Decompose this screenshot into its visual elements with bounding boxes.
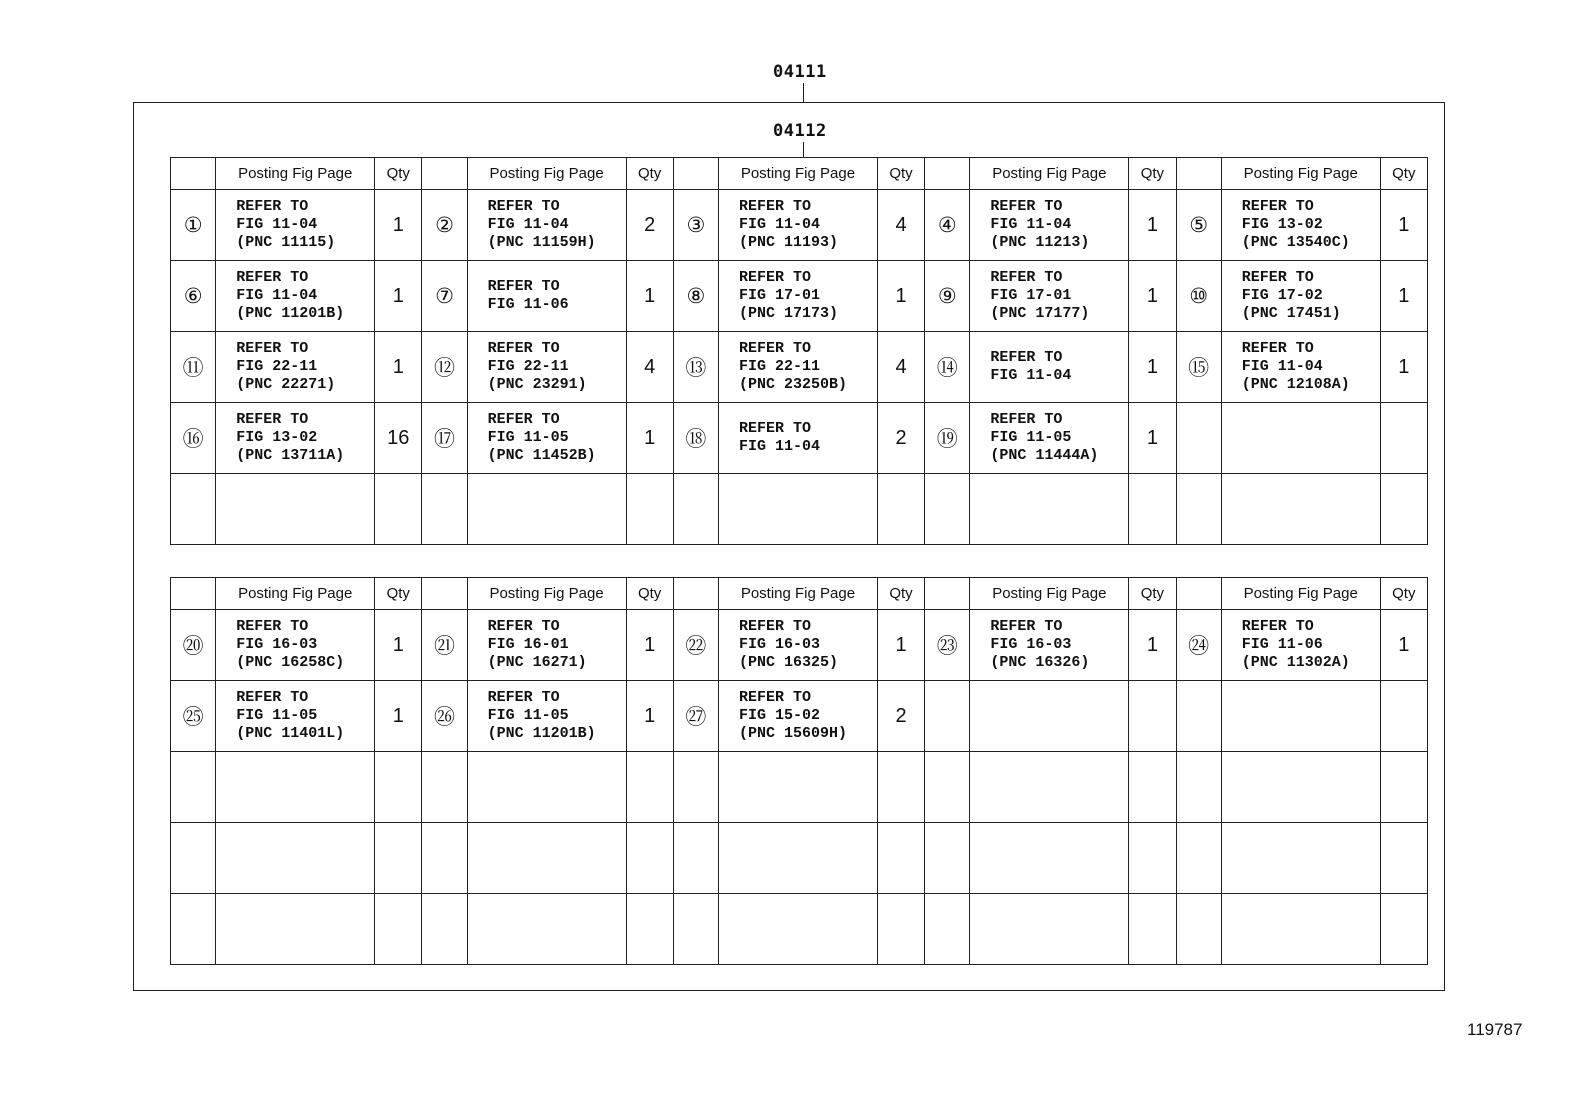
- refer-line: FIG 13-02: [1241, 216, 1323, 233]
- qty-value: 1: [1380, 190, 1427, 261]
- header-qty: Qty: [375, 578, 422, 610]
- refer-to-cell: [467, 610, 626, 681]
- refer-line: REFER TO: [739, 689, 812, 706]
- refer-to-cell: [467, 823, 626, 894]
- refer-to-cell: [970, 261, 1129, 332]
- header-qty: Qty: [626, 158, 673, 190]
- refer-line: (PNC 16325): [739, 654, 839, 671]
- refer-to-cell: [970, 823, 1129, 894]
- refer-line: REFER TO: [487, 618, 560, 635]
- refer-to-cell: [719, 261, 878, 332]
- callout-number: ⑯: [171, 403, 216, 474]
- table-row: [171, 894, 1428, 965]
- callout-number: [673, 752, 718, 823]
- callout-number: ㉓: [925, 610, 970, 681]
- refer-line: (PNC 16326): [990, 654, 1090, 671]
- table-row: [171, 474, 1428, 545]
- table-row: [171, 403, 1428, 474]
- header-qty: Qty: [375, 158, 422, 190]
- assembly-label-04112: 04112: [773, 121, 827, 141]
- qty-value: [1129, 752, 1176, 823]
- refer-line: REFER TO: [1241, 340, 1314, 357]
- refer-to-cell: [1221, 190, 1380, 261]
- refer-line: (PNC 11444A): [990, 447, 1099, 464]
- refer-line: FIG 11-05: [990, 429, 1072, 446]
- refer-line: REFER TO: [236, 411, 309, 428]
- callout-number: [422, 474, 467, 545]
- refer-to-cell: [216, 681, 375, 752]
- refer-line: REFER TO: [487, 278, 560, 295]
- refer-to-cell: [1221, 474, 1380, 545]
- refer-to-cell: [719, 403, 878, 474]
- refer-line: (PNC 16271): [487, 654, 587, 671]
- header-posting-fig-page: Posting Fig Page: [1221, 158, 1380, 190]
- qty-value: [877, 823, 924, 894]
- callout-number: [1176, 752, 1221, 823]
- refer-to-cell: [1221, 894, 1380, 965]
- refer-line: FIG 22-11: [739, 358, 821, 375]
- refer-line: FIG 11-04: [236, 287, 318, 304]
- callout-number: ㉖: [422, 681, 467, 752]
- callout-number: [171, 752, 216, 823]
- refer-line: FIG 17-01: [739, 287, 821, 304]
- table-row: [171, 823, 1428, 894]
- callout-number: [1176, 681, 1221, 752]
- callout-number: [1176, 403, 1221, 474]
- refer-line: FIG 17-01: [990, 287, 1072, 304]
- refer-to-cell: [467, 261, 626, 332]
- qty-value: 1: [626, 610, 673, 681]
- header-posting-fig-page: Posting Fig Page: [467, 158, 626, 190]
- qty-value: [877, 894, 924, 965]
- qty-value: 2: [877, 403, 924, 474]
- table-header-row: [171, 158, 1428, 190]
- refer-to-cell: [719, 681, 878, 752]
- callout-number: ⑬: [673, 332, 718, 403]
- header-blank: [673, 158, 718, 190]
- refer-line: FIG 11-05: [487, 429, 569, 446]
- refer-line: REFER TO: [1241, 618, 1314, 635]
- qty-value: 1: [1380, 261, 1427, 332]
- qty-value: 1: [1380, 332, 1427, 403]
- callout-number: [422, 823, 467, 894]
- refer-to-cell: [1221, 681, 1380, 752]
- qty-value: [1380, 894, 1427, 965]
- refer-to-cell: [719, 332, 878, 403]
- refer-line: (PNC 11115): [236, 234, 336, 251]
- refer-to-cell: [1221, 823, 1380, 894]
- refer-to-cell: [1221, 610, 1380, 681]
- parts-table-2: [170, 577, 1428, 965]
- refer-line: FIG 22-11: [487, 358, 569, 375]
- refer-line: REFER TO: [236, 689, 309, 706]
- callout-number: ⑲: [925, 403, 970, 474]
- refer-to-cell: [970, 474, 1129, 545]
- qty-value: [1380, 823, 1427, 894]
- refer-to-cell: [970, 681, 1129, 752]
- header-blank: [422, 158, 467, 190]
- qty-value: 1: [1129, 261, 1176, 332]
- callout-number: ④: [925, 190, 970, 261]
- refer-to-cell: [216, 823, 375, 894]
- refer-line: REFER TO: [739, 618, 812, 635]
- qty-value: 1: [375, 332, 422, 403]
- qty-value: 1: [626, 403, 673, 474]
- table-row: [171, 610, 1428, 681]
- callout-number: [925, 894, 970, 965]
- refer-to-cell: [719, 474, 878, 545]
- refer-to-cell: [216, 894, 375, 965]
- refer-to-cell: [216, 752, 375, 823]
- refer-line: REFER TO: [487, 689, 560, 706]
- refer-line: REFER TO: [990, 349, 1063, 366]
- table-row: [171, 332, 1428, 403]
- refer-line: FIG 11-05: [487, 707, 569, 724]
- qty-value: 4: [877, 332, 924, 403]
- qty-value: 1: [1129, 610, 1176, 681]
- refer-to-cell: [467, 752, 626, 823]
- callout-number: ㉗: [673, 681, 718, 752]
- refer-line: REFER TO: [236, 269, 309, 286]
- qty-value: 1: [626, 261, 673, 332]
- qty-value: [1129, 894, 1176, 965]
- header-qty: Qty: [1380, 158, 1427, 190]
- qty-value: [375, 474, 422, 545]
- callout-number: ㉑: [422, 610, 467, 681]
- refer-to-cell: [1221, 752, 1380, 823]
- refer-to-cell: [1221, 403, 1380, 474]
- header-posting-fig-page: Posting Fig Page: [1221, 578, 1380, 610]
- callout-number: [673, 474, 718, 545]
- refer-to-cell: [970, 752, 1129, 823]
- table-row: [171, 752, 1428, 823]
- refer-line: (PNC 15609H): [739, 725, 848, 742]
- refer-to-cell: [216, 474, 375, 545]
- refer-line: FIG 11-05: [236, 707, 318, 724]
- refer-line: FIG 16-03: [236, 636, 318, 653]
- refer-line: (PNC 12108A): [1241, 376, 1350, 393]
- header-blank: [171, 578, 216, 610]
- qty-value: [1380, 403, 1427, 474]
- callout-number: ⑪: [171, 332, 216, 403]
- parts-table-1: [170, 157, 1428, 545]
- refer-line: (PNC 16258C): [236, 654, 345, 671]
- qty-value: 1: [877, 261, 924, 332]
- qty-value: 1: [877, 610, 924, 681]
- callout-number: [925, 823, 970, 894]
- header-posting-fig-page: Posting Fig Page: [719, 578, 878, 610]
- callout-number: [925, 752, 970, 823]
- refer-line: REFER TO: [990, 269, 1063, 286]
- qty-value: 1: [375, 610, 422, 681]
- qty-value: 1: [1129, 332, 1176, 403]
- qty-value: 1: [1129, 403, 1176, 474]
- callout-number: ⑧: [673, 261, 718, 332]
- refer-line: (PNC 11302A): [1241, 654, 1350, 671]
- refer-to-cell: [970, 403, 1129, 474]
- table-header-row: [171, 578, 1428, 610]
- refer-line: FIG 11-04: [487, 216, 569, 233]
- callout-number: ①: [171, 190, 216, 261]
- callout-number: [1176, 474, 1221, 545]
- callout-number: [171, 823, 216, 894]
- refer-line: REFER TO: [487, 411, 560, 428]
- refer-line: (PNC 11213): [990, 234, 1090, 251]
- refer-line: FIG 15-02: [739, 707, 821, 724]
- refer-line: FIG 11-06: [487, 296, 569, 313]
- header-qty: Qty: [1129, 578, 1176, 610]
- header-blank: [1176, 578, 1221, 610]
- callout-number: ⑥: [171, 261, 216, 332]
- refer-line: FIG 17-02: [1241, 287, 1323, 304]
- refer-line: REFER TO: [739, 269, 812, 286]
- qty-value: 1: [626, 681, 673, 752]
- qty-value: [877, 752, 924, 823]
- refer-line: (PNC 13540C): [1241, 234, 1350, 251]
- refer-to-cell: [719, 823, 878, 894]
- refer-line: FIG 16-03: [990, 636, 1072, 653]
- callout-number: ⑮: [1176, 332, 1221, 403]
- refer-to-cell: [216, 403, 375, 474]
- refer-line: REFER TO: [739, 340, 812, 357]
- callout-number: [673, 823, 718, 894]
- header-posting-fig-page: Posting Fig Page: [719, 158, 878, 190]
- refer-line: REFER TO: [1241, 198, 1314, 215]
- qty-value: [375, 823, 422, 894]
- refer-to-cell: [1221, 261, 1380, 332]
- qty-value: [1380, 752, 1427, 823]
- callout-number: [1176, 823, 1221, 894]
- qty-value: 1: [1380, 610, 1427, 681]
- qty-value: 4: [626, 332, 673, 403]
- qty-value: 2: [877, 681, 924, 752]
- refer-line: FIG 11-04: [990, 216, 1072, 233]
- header-posting-fig-page: Posting Fig Page: [216, 158, 375, 190]
- refer-line: FIG 22-11: [236, 358, 318, 375]
- header-qty: Qty: [877, 158, 924, 190]
- refer-line: REFER TO: [487, 198, 560, 215]
- qty-value: 2: [626, 190, 673, 261]
- callout-number: ㉔: [1176, 610, 1221, 681]
- refer-line: (PNC 23250B): [739, 376, 848, 393]
- qty-value: 1: [1129, 190, 1176, 261]
- assembly-label-04111: 04111: [773, 62, 827, 82]
- refer-to-cell: [216, 332, 375, 403]
- refer-line: REFER TO: [739, 198, 812, 215]
- callout-number: ⑰: [422, 403, 467, 474]
- header-blank: [673, 578, 718, 610]
- refer-line: FIG 11-04: [990, 367, 1072, 384]
- callout-number: [171, 894, 216, 965]
- callout-number: ⑤: [1176, 190, 1221, 261]
- qty-value: [626, 894, 673, 965]
- refer-to-cell: [216, 261, 375, 332]
- refer-to-cell: [216, 190, 375, 261]
- header-posting-fig-page: Posting Fig Page: [467, 578, 626, 610]
- callout-number: [171, 474, 216, 545]
- refer-to-cell: [467, 474, 626, 545]
- header-posting-fig-page: Posting Fig Page: [216, 578, 375, 610]
- header-blank: [422, 578, 467, 610]
- refer-to-cell: [467, 681, 626, 752]
- refer-line: (PNC 11201B): [487, 725, 596, 742]
- callout-number: [422, 894, 467, 965]
- callout-number: [925, 681, 970, 752]
- table-row: [171, 681, 1428, 752]
- qty-value: 1: [375, 261, 422, 332]
- leader-line-04111: [803, 83, 804, 102]
- table-row: [171, 190, 1428, 261]
- refer-line: (PNC 11201B): [236, 305, 345, 322]
- refer-line: FIG 11-06: [1241, 636, 1323, 653]
- refer-line: FIG 16-03: [739, 636, 821, 653]
- refer-line: REFER TO: [236, 198, 309, 215]
- header-qty: Qty: [877, 578, 924, 610]
- qty-value: [626, 474, 673, 545]
- refer-to-cell: [467, 894, 626, 965]
- callout-number: [1176, 894, 1221, 965]
- refer-to-cell: [216, 610, 375, 681]
- header-blank: [171, 158, 216, 190]
- refer-line: REFER TO: [739, 420, 812, 437]
- callout-number: ⑱: [673, 403, 718, 474]
- refer-to-cell: [970, 610, 1129, 681]
- callout-number: ⑫: [422, 332, 467, 403]
- refer-to-cell: [1221, 332, 1380, 403]
- leader-line-04112: [803, 142, 804, 158]
- refer-line: FIG 11-04: [236, 216, 318, 233]
- refer-line: REFER TO: [990, 618, 1063, 635]
- header-qty: Qty: [626, 578, 673, 610]
- refer-line: (PNC 22271): [236, 376, 336, 393]
- figure-code: 119787: [1467, 1020, 1523, 1039]
- header-posting-fig-page: Posting Fig Page: [970, 158, 1129, 190]
- refer-line: REFER TO: [990, 411, 1063, 428]
- qty-value: [877, 474, 924, 545]
- callout-number: [925, 474, 970, 545]
- refer-to-cell: [970, 190, 1129, 261]
- qty-value: 1: [375, 681, 422, 752]
- qty-value: 4: [877, 190, 924, 261]
- refer-to-cell: [467, 190, 626, 261]
- refer-to-cell: [467, 332, 626, 403]
- refer-line: FIG 11-04: [1241, 358, 1323, 375]
- header-qty: Qty: [1380, 578, 1427, 610]
- refer-line: (PNC 11452B): [487, 447, 596, 464]
- callout-number: [422, 752, 467, 823]
- refer-line: FIG 11-04: [739, 216, 821, 233]
- refer-to-cell: [719, 190, 878, 261]
- qty-value: [626, 823, 673, 894]
- callout-number: [673, 894, 718, 965]
- refer-line: (PNC 11193): [739, 234, 839, 251]
- callout-number: ③: [673, 190, 718, 261]
- callout-number: ⑨: [925, 261, 970, 332]
- qty-value: 16: [375, 403, 422, 474]
- refer-line: (PNC 17177): [990, 305, 1090, 322]
- callout-number: ⑦: [422, 261, 467, 332]
- qty-value: [1129, 681, 1176, 752]
- callout-number: ㉕: [171, 681, 216, 752]
- refer-line: FIG 13-02: [236, 429, 318, 446]
- qty-value: [1129, 474, 1176, 545]
- refer-line: FIG 11-04: [739, 438, 821, 455]
- refer-to-cell: [719, 894, 878, 965]
- qty-value: [375, 894, 422, 965]
- refer-to-cell: [719, 610, 878, 681]
- qty-value: [1129, 823, 1176, 894]
- refer-line: REFER TO: [236, 340, 309, 357]
- header-blank: [925, 578, 970, 610]
- refer-to-cell: [719, 752, 878, 823]
- refer-line: (PNC 11401L): [236, 725, 345, 742]
- callout-number: ②: [422, 190, 467, 261]
- qty-value: [626, 752, 673, 823]
- callout-number: ⑭: [925, 332, 970, 403]
- refer-line: REFER TO: [1241, 269, 1314, 286]
- header-blank: [1176, 158, 1221, 190]
- header-blank: [925, 158, 970, 190]
- callout-number: ㉒: [673, 610, 718, 681]
- refer-line: (PNC 23291): [487, 376, 587, 393]
- refer-line: (PNC 13711A): [236, 447, 345, 464]
- refer-line: (PNC 11159H): [487, 234, 596, 251]
- refer-line: (PNC 17173): [739, 305, 839, 322]
- callout-number: ⑩: [1176, 261, 1221, 332]
- refer-line: FIG 16-01: [487, 636, 569, 653]
- qty-value: 1: [375, 190, 422, 261]
- refer-to-cell: [970, 894, 1129, 965]
- callout-number: ⑳: [171, 610, 216, 681]
- refer-to-cell: [467, 403, 626, 474]
- table-row: [171, 261, 1428, 332]
- refer-line: REFER TO: [236, 618, 309, 635]
- header-posting-fig-page: Posting Fig Page: [970, 578, 1129, 610]
- qty-value: [375, 752, 422, 823]
- refer-line: (PNC 17451): [1241, 305, 1341, 322]
- header-qty: Qty: [1129, 158, 1176, 190]
- refer-line: REFER TO: [487, 340, 560, 357]
- qty-value: [1380, 681, 1427, 752]
- qty-value: [1380, 474, 1427, 545]
- refer-line: REFER TO: [990, 198, 1063, 215]
- refer-to-cell: [970, 332, 1129, 403]
